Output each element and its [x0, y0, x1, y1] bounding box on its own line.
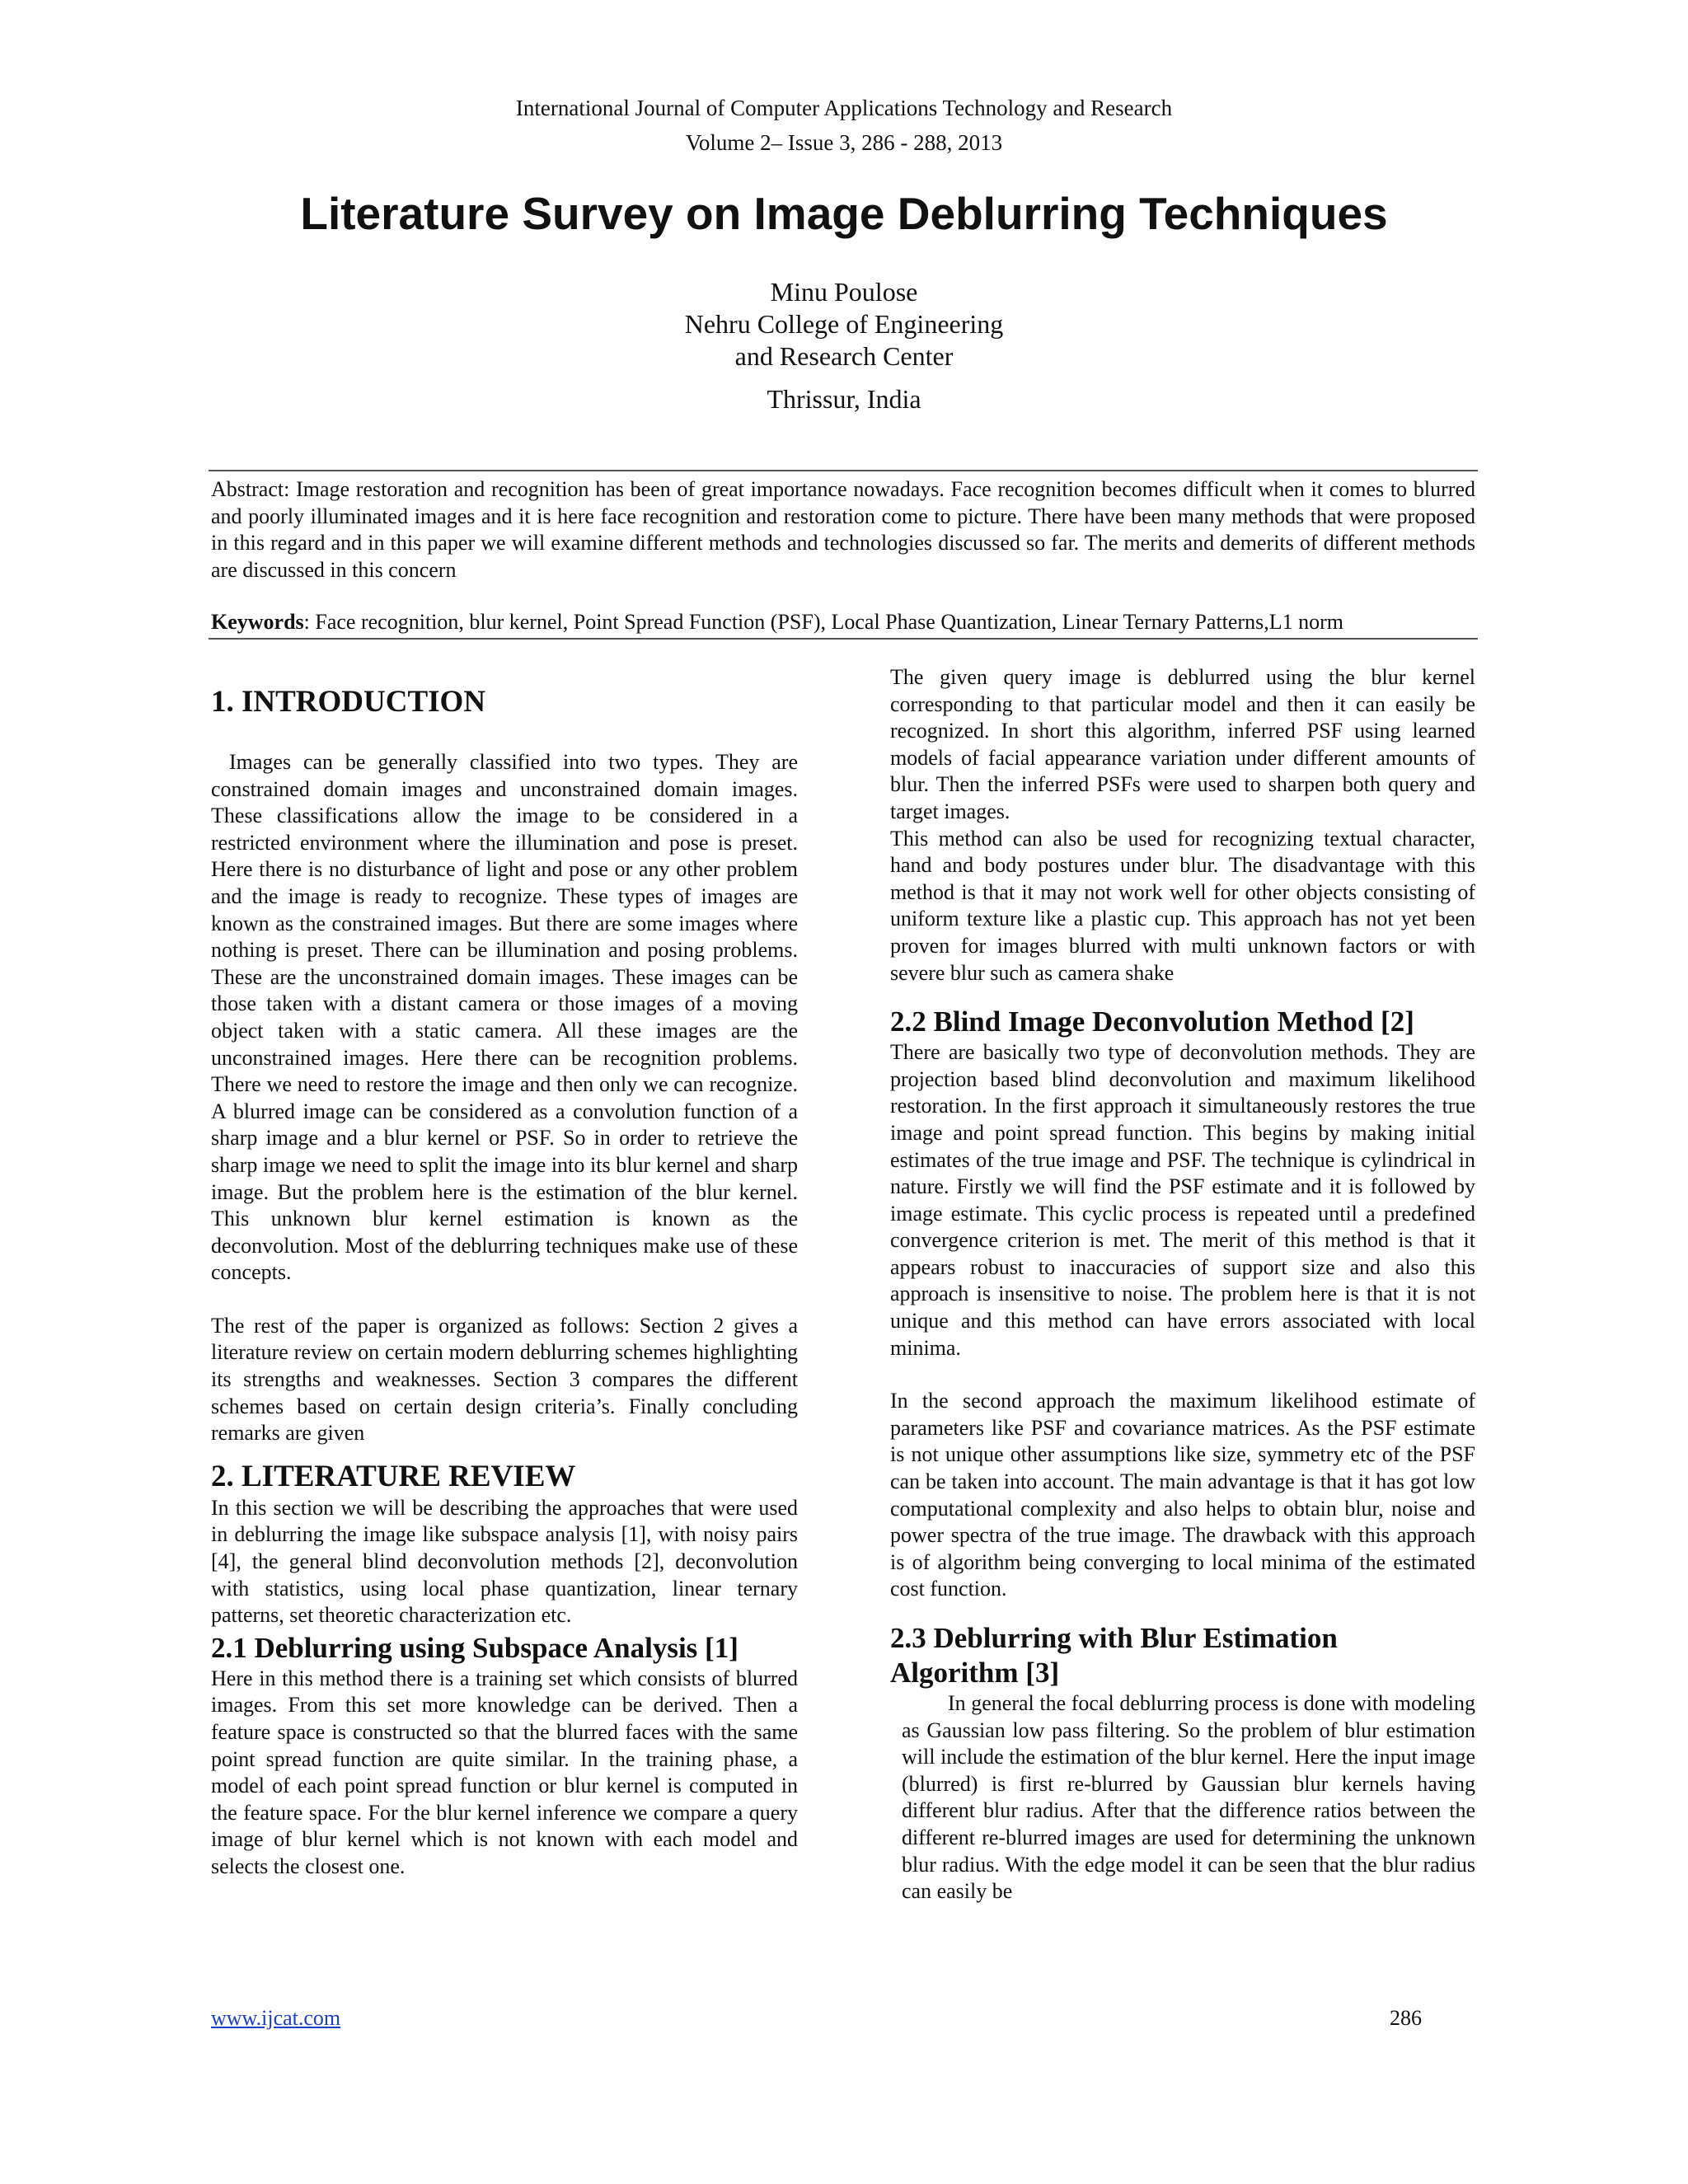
- paragraph: In general the focal deblurring process is done with modeling as Gaussian low pass filtering. So the problem of blur estimation will include the estimation of the blur kernel. Here the input image (blurred) is first re-blurred by Gaussian blur kernels having different blur radius. After that the difference ratios between the different re-blurred images are used for determining the unknown blur radius. With the edge model it can be seen that the blur radius can easily be: [902, 1691, 1475, 1904]
- paragraph: There are basically two type of deconvolution methods. They are projection based blind deconvolution and maximum likelihood restoration. In the first approach it simultaneously restores the true image and point spread function. This begins by making initial estimates of the true image and PSF. The technique is cylindrical in nature. Firstly we will find the PSF estimate and it is followed by image estimate. This cyclic process is repeated until a predefined convergence criterion is met. The merit of this method is that it appears robust to inaccuracies of support size and also this approach is insensitive to noise. The problem here is that it is not unique and this method can have errors associated with local minima.: [890, 1040, 1475, 1360]
- subsection-heading-2-3-line1: 2.3 Deblurring with Blur Estimation: [890, 1622, 1338, 1654]
- paragraph: Here in this method there is a training set which consists of blurred images. From this set more knowledge can be derived. Then a feature space is constructed so that the blurred faces with the same point spread function are quite similar. In the training phase, a model of each point spread function or blur kernel is computed in the feature space. For the blur kernel inference we compare a query image of blur kernel which is not known with each model and selects the closest one.: [211, 1666, 798, 1878]
- subsection-heading-2-1: 2.1 Deblurring using Subspace Analysis [1]: [211, 1631, 738, 1664]
- author-affiliation-line2: and Research Center: [734, 341, 954, 371]
- paragraph: This method can also be used for recognizing textual character, hand and body postures under blur. The disadvantage with this method is that it may not work well for other objects consisting of uniform texture like a plastic cup. This approach has not yet been proven for images blurred with multi unknown factors or with severe blur such as camera shake: [890, 826, 1475, 985]
- keywords-text: : Face recognition, blur kernel, Point Spread Function (PSF), Local Phase Quantization, Linear Ternary Patterns,L1 norm: [303, 610, 1343, 634]
- section-heading-literature-review: 2. LITERATURE REVIEW: [211, 1459, 576, 1493]
- abstract: Abstract: Image restoration and recognition has been of great importance nowadays. Face recognition becomes difficult when it comes to blurred and poorly illuminated images and it is here face recognition and restoration come to picture. There have been many methods that were proposed in this regard and in this paper we will examine different methods and technologies discussed so far. The merits and demerits of different methods are discussed in this concern: [211, 477, 1475, 582]
- keywords-label: Keywords: [211, 610, 304, 634]
- right-column: [890, 664, 1475, 1905]
- paragraph: In the second approach the maximum likelihood estimate of parameters like PSF and covariance matrices. As the PSF estimate is not unique other assumptions like size, symmetry etc of the PSF can be taken into account. The main advantage is that it has got low computational complexity and also helps to obtain blur, noise and power spectra of the true image. The drawback with this approach is of algorithm being converging to local minima of the estimated cost function.: [890, 1389, 1475, 1601]
- abstract-bottom-rule: [209, 638, 1478, 640]
- abstract-top-rule: [209, 470, 1478, 471]
- subsection-heading-2-3: [890, 1621, 1475, 1690]
- journal-url-link[interactable]: www.ijcat.com: [211, 2006, 341, 2030]
- journal-name: International Journal of Computer Applications Technology and Research: [515, 96, 1173, 120]
- paragraph: Images can be generally classified into two types. They are constrained domain images and unconstrained domain images. These classifications allow the image to be considered in a restricted environment where the illumination and pose is preset. Here there is no disturbance of light and pose or any other problem and the image is ready to recognize. These types of images are known as the constrained images. But there are some images where nothing is preset. There can be illumination and posing problems. These are the unconstrained domain images. These images can be those taken with a distant camera or those images of a moving object taken with a static camera. All these images are the unconstrained images. Here there can be recognition problems. There we need to restore the image and then only we can recognize. A blurred image can be considered as a convolution function of a sharp image and a blur kernel or PSF. So in order to retrieve the sharp image we need to split the image into its blur kernel and sharp image. But the problem here is the estimation of the blur kernel. This unknown blur kernel estimation is known as the deconvolution. Most of the deblurring techniques make use of these concepts.: [211, 750, 798, 1285]
- left-column: [211, 684, 798, 1881]
- subsection-heading-2-3-line2: Algorithm [3]: [890, 1657, 1060, 1689]
- paragraph: The given query image is deblurred using the blur kernel corresponding to that particular model and then it can easily be recognized. In short this algorithm, inferred PSF using learned models of facial appearance variation under different amounts of blur. Then the inferred PSFs were used to sharpen both query and target images.: [890, 665, 1475, 823]
- paper-title: Literature Survey on Image Deblurring Techniques: [300, 188, 1388, 239]
- page-number: 286: [1390, 2006, 1422, 2030]
- author-affiliation: Nehru College of Engineering: [684, 309, 1004, 339]
- journal-volume: Volume 2– Issue 3, 286 - 288, 2013: [685, 130, 1003, 155]
- subsection-heading-2-2: 2.2 Blind Image Deconvolution Method [2]: [890, 1005, 1414, 1038]
- author-name: Minu Poulose: [770, 277, 918, 307]
- paragraph: The rest of the paper is organized as follows: Section 2 gives a literature review on certain modern deblurring schemes highlighting its strengths and weaknesses. Section 3 compares the different schemes based on certain design criteria’s. Finally concluding remarks are given: [211, 1313, 798, 1446]
- keywords: [211, 609, 1475, 636]
- section-heading-introduction: 1. INTRODUCTION: [211, 685, 486, 719]
- paragraph: In this section we will be describing the approaches that were used in deblurring the image like subspace analysis [1], with noisy pairs [4], the general blind deconvolution methods [2], deconvolution with statistics, using local phase quantization, linear ternary patterns, set theoretic characterization etc.: [211, 1495, 798, 1628]
- author-location: Thrissur, India: [767, 384, 921, 414]
